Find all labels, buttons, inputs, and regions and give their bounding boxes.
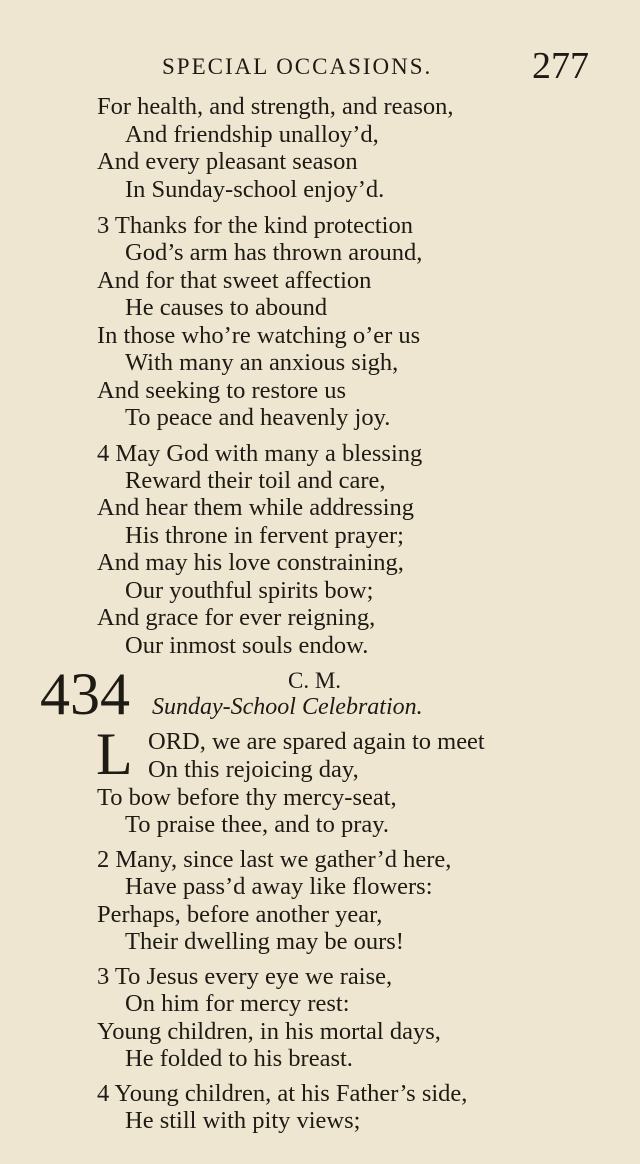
verse-line: To peace and heavenly joy.: [125, 404, 391, 431]
hymn-meter: C. M.: [288, 668, 342, 693]
verse-line: And for that sweet affection: [97, 267, 372, 294]
verse-line: He causes to abound: [125, 294, 328, 321]
running-title: SPECIAL OCCASIONS.: [162, 54, 433, 79]
page-number: 277: [532, 45, 589, 87]
verse-line: Our inmost souls endow.: [125, 632, 369, 659]
verse-line: He folded to his breast.: [125, 1045, 353, 1072]
verse-line: With many an anxious sigh,: [125, 349, 399, 376]
verse-line: His throne in fervent prayer;: [125, 522, 404, 549]
verse-line: Reward their toil and care,: [125, 467, 386, 494]
verse-line: To praise thee, and to pray.: [125, 811, 390, 838]
verse-line: For health, and strength, and reason,: [97, 93, 454, 120]
verse-line: Their dwelling may be ours!: [125, 928, 404, 955]
verse-line: 4 May God with many a blessing: [97, 440, 423, 467]
verse-line: Our youthful spirits bow;: [125, 577, 374, 604]
verse-line: And hear them while addressing: [97, 494, 415, 521]
verse-line: God’s arm has thrown around,: [125, 239, 423, 266]
verse-line: He still with pity views;: [125, 1107, 361, 1134]
verse-line: On this rejoicing day,: [148, 756, 359, 783]
page-header: [0, 45, 640, 88]
verse-line: And friendship unalloy’d,: [125, 121, 379, 148]
verse-line: And every pleasant season: [97, 148, 358, 175]
verse-line: 3 Thanks for the kind protection: [97, 212, 413, 239]
hymn-number: 434: [40, 661, 130, 727]
verse-line: 3 To Jesus every eye we raise,: [97, 963, 393, 990]
verse-line: On him for mercy rest:: [125, 990, 350, 1017]
verse-line: In those who’re watching o’er us: [97, 322, 421, 349]
verse-line: Have pass’d away like flowers:: [125, 873, 433, 900]
verse-line: 4 Young children, at his Father’s side,: [97, 1080, 468, 1107]
verse-line: And seeking to restore us: [97, 377, 347, 404]
verse-line: And may his love constraining,: [97, 549, 404, 576]
verse-line: Young children, in his mortal days,: [97, 1018, 441, 1045]
verse-line: And grace for ever reigning,: [97, 604, 376, 631]
first-line: ORD, we are spared again to meet: [148, 728, 485, 755]
verse-line: Perhaps, before another year,: [97, 901, 383, 928]
verse-line: To bow before thy mercy-seat,: [97, 784, 397, 811]
verse-line: 2 Many, since last we gather’d here,: [97, 846, 452, 873]
hymn-title: Sunday-School Celebration.: [152, 694, 423, 720]
verse-line: In Sunday-school enjoy’d.: [125, 176, 385, 203]
drop-cap: L: [96, 721, 133, 787]
